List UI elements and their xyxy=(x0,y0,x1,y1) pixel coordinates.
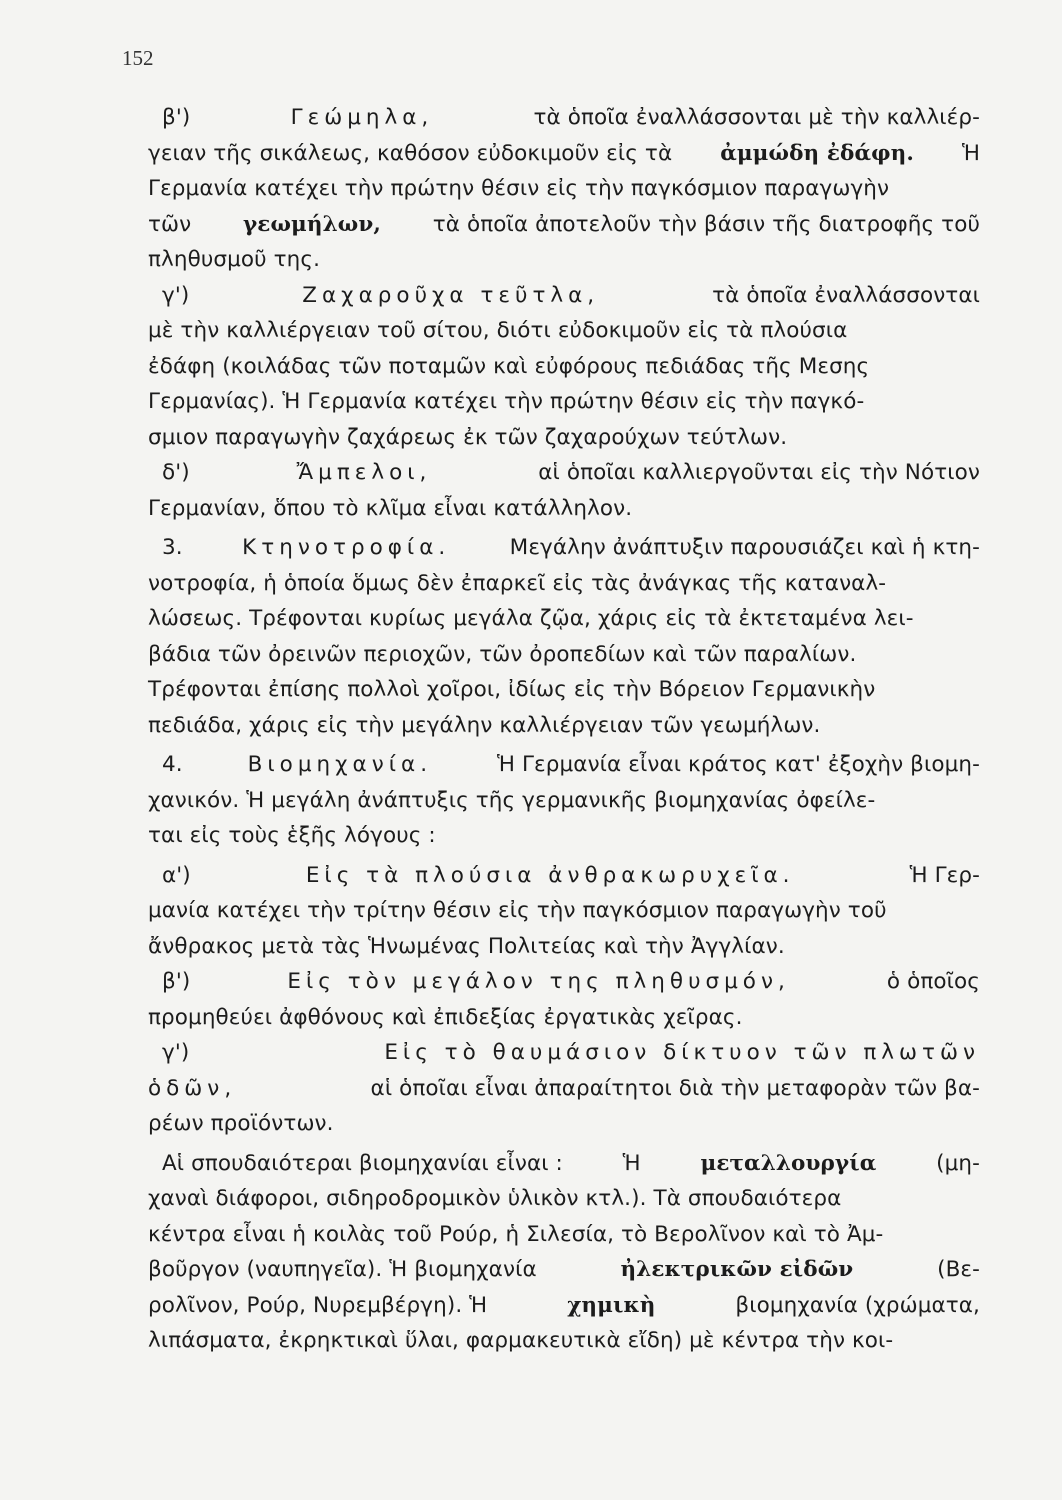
text-segment: Γερμανίας). Ἡ Γερμανία κατέχει τὴν πρώτην θέσιν εἰς τὴν παγκό- xyxy=(148,389,865,414)
text-line xyxy=(148,964,980,1000)
text-segment: Ἡ Γερ- xyxy=(909,862,980,888)
text-line xyxy=(148,858,980,894)
bold-term: χημικὴ xyxy=(567,1292,656,1318)
text-segment: βάδια τῶν ὀρεινῶν περιοχῶν, τῶν ὀροπεδίων καὶ τῶν παραλίων. xyxy=(148,641,857,667)
text-segment: Εἰς τὸν μεγάλον της πληθυσμόν, xyxy=(287,969,790,994)
text-line xyxy=(148,1000,980,1036)
text-segment: πεδιάδα, χάρις εἰς τὴν μεγάλην καλλιέργειαν τῶν γεωμήλων. xyxy=(148,712,821,738)
text-segment: Μεγάλην ἀνάπτυξιν παρουσιάζει καὶ ἡ κτη- xyxy=(509,535,980,560)
text-segment: Ζαχαροῦχα τεῦτλα, xyxy=(302,282,600,308)
text-line xyxy=(148,100,980,136)
text-line xyxy=(148,708,980,744)
text-segment: τῶν xyxy=(148,211,192,237)
text-segment: ἄνθρακος μετὰ τὰς Ἡνωμένας Πολιτείας καὶ τὴν Ἀγγλίαν. xyxy=(148,933,785,959)
text-line xyxy=(148,207,980,243)
text-line xyxy=(148,1323,980,1359)
text-line xyxy=(148,171,980,207)
text-segment: δ') xyxy=(162,460,190,485)
text-segment: Ἡ xyxy=(961,140,980,166)
text-segment: προμηθεύει ἀφθόνους καὶ ἐπιδεξίας ἐργατικὰς χεῖρας. xyxy=(148,1004,743,1030)
text-segment: ὁ ὁποῖος xyxy=(886,969,980,994)
text-segment: μὲ τὴν καλλιέργειαν τοῦ σίτου, διότι εὐδοκιμοῦν εἰς τὰ πλούσια xyxy=(148,318,848,343)
text-segment: ὁδῶν, xyxy=(148,1075,237,1101)
page-body-text xyxy=(148,100,980,1359)
text-line xyxy=(148,1146,980,1182)
text-segment: Εἰς τὰ πλούσια ἀνθρακωρυχεῖα. xyxy=(305,862,795,888)
text-segment: Ἄμπελοι, xyxy=(296,460,432,485)
text-segment: κέντρα εἶναι ἡ κοιλὰς τοῦ Ρούρ, ἡ Σιλεσία, τὸ Βερολῖνον καὶ τὸ Ἀμ- xyxy=(148,1221,884,1247)
text-segment: Βιομηχανία. xyxy=(247,752,433,777)
text-segment: βοῦργον (ναυπηγεῖα). Ἡ βιομηχανία xyxy=(148,1257,537,1282)
text-line xyxy=(148,929,980,965)
text-line xyxy=(148,384,980,420)
text-line xyxy=(148,1252,980,1288)
bold-term: ἠλεκτρικῶν εἰδῶν xyxy=(620,1257,854,1282)
text-segment: νοτροφία, ἡ ὁποία ὅμως δὲν ἐπαρκεῖ εἰς τὰς ἀνάγκας τῆς καταναλ- xyxy=(148,570,887,596)
text-line xyxy=(148,893,980,929)
text-segment: πληθυσμοῦ της. xyxy=(148,247,321,272)
text-segment: Ἡ xyxy=(622,1150,641,1176)
text-line xyxy=(148,1071,980,1107)
text-line xyxy=(148,278,980,314)
text-segment: ρολῖνον, Ρούρ, Νυρεμβέργη). Ἡ xyxy=(148,1292,488,1318)
text-segment: Γερμανία κατέχει τὴν πρώτην θέσιν εἰς τὴν παγκόσμιον παραγωγὴν xyxy=(148,176,890,201)
text-segment: τὰ ὁποῖα ἀποτελοῦν τὴν βάσιν τῆς διατροφῆς τοῦ xyxy=(432,211,980,237)
text-segment: μανία κατέχει τὴν τρίτην θέσιν εἰς τὴν παγκόσμιον παραγωγὴν τοῦ xyxy=(148,898,887,923)
text-line xyxy=(148,818,980,854)
text-segment: (μη- xyxy=(936,1150,980,1176)
text-line xyxy=(148,783,980,819)
text-segment: τὰ ὁποῖα ἐναλλάσσονται xyxy=(712,282,980,308)
text-segment: Γερμανίαν, ὅπου τὸ κλῖμα εἶναι κατάλληλον. xyxy=(148,495,633,521)
text-segment: λώσεως. Τρέφονται κυρίως μεγάλα ζῷα, χάρις εἰς τὰ ἐκτεταμένα λει- xyxy=(148,606,914,631)
text-segment: Ἡ Γερμανία εἶναι κράτος κατ' ἐξοχὴν βιομη- xyxy=(496,752,980,777)
text-line xyxy=(148,1217,980,1253)
text-segment: γ') xyxy=(162,282,190,308)
text-segment: ρέων προϊόντων. xyxy=(148,1111,334,1136)
text-line xyxy=(148,455,980,491)
bold-term: γεωμήλων, xyxy=(243,211,381,237)
text-line xyxy=(148,637,980,673)
text-segment: τὰ ὁποῖα ἐναλλάσσονται μὲ τὴν καλλιέρ- xyxy=(533,105,980,130)
text-line xyxy=(148,1035,980,1071)
text-segment: ἐδάφη (κοιλάδας τῶν ποταμῶν καὶ εὐφόρους πεδιάδας τῆς Μεσης xyxy=(148,353,870,379)
text-line xyxy=(148,491,980,527)
text-segment: 4. xyxy=(162,752,183,777)
text-line xyxy=(148,747,980,783)
text-segment: χανικόν. Ἡ μεγάλη ἀνάπτυξις τῆς γερμανικῆς βιομηχανίας ὀφείλε- xyxy=(148,787,876,813)
text-line xyxy=(148,1288,980,1324)
text-segment: Τρέφονται ἐπίσης πολλοὶ χοῖροι, ἰδίως εἰς τὴν Βόρειον Γερμανικὴν xyxy=(148,677,876,702)
text-line xyxy=(148,1181,980,1217)
text-line xyxy=(148,601,980,637)
text-segment: αἱ ὁποῖαι καλλιεργοῦνται εἰς τὴν Νότιον xyxy=(538,460,980,485)
bold-term: ἀμμώδη ἐδάφη. xyxy=(720,140,914,166)
text-segment: α') xyxy=(162,862,191,888)
text-segment: σμιον παραγωγὴν ζαχάρεως ἐκ τῶν ζαχαρούχων τεύτλων. xyxy=(148,424,788,450)
text-segment: Εἰς τὸ θαυμάσιον δίκτυον τῶν πλωτῶν xyxy=(384,1040,980,1065)
text-segment: αἱ ὁποῖαι εἶναι ἀπαραίτητοι διὰ τὴν μεταφορὰν τῶν βα- xyxy=(370,1075,980,1101)
text-segment: χαναὶ διάφοροι, σιδηροδρομικὸν ὑλικὸν κτλ.). Τὰ σπουδαιότερα xyxy=(148,1186,842,1211)
text-segment: Κτηνοτροφία. xyxy=(242,535,451,560)
text-line xyxy=(148,136,980,172)
text-line xyxy=(148,349,980,385)
text-segment: βιομηχανία (χρώματα, xyxy=(735,1292,980,1318)
bold-term: μεταλλουργία xyxy=(700,1150,877,1176)
text-line xyxy=(148,420,980,456)
text-segment: Γεώμηλα, xyxy=(290,105,434,130)
text-line xyxy=(148,313,980,349)
text-segment: Αἱ σπουδαιότεραι βιομηχανίαι εἶναι : xyxy=(162,1150,563,1176)
text-segment: β') xyxy=(162,969,191,994)
page-number: 152 xyxy=(122,46,154,70)
text-line xyxy=(148,566,980,602)
text-segment: ται εἰς τοὺς ἑξῆς λόγους : xyxy=(148,823,436,848)
text-line xyxy=(148,672,980,708)
text-segment: 3. xyxy=(162,535,183,560)
text-segment: (Βε- xyxy=(937,1257,980,1282)
text-segment: γειαν τῆς σικάλεως, καθόσον εὐδοκιμοῦν εἰς τὰ xyxy=(148,140,673,166)
text-segment: γ') xyxy=(162,1040,190,1065)
text-segment: λιπάσματα, ἐκρηκτικαὶ ὕλαι, φαρμακευτικὰ εἴδη) μὲ κέντρα τὴν κοι- xyxy=(148,1328,894,1353)
text-segment: β') xyxy=(162,105,191,130)
text-line xyxy=(148,530,980,566)
text-line xyxy=(148,242,980,278)
text-line xyxy=(148,1106,980,1142)
